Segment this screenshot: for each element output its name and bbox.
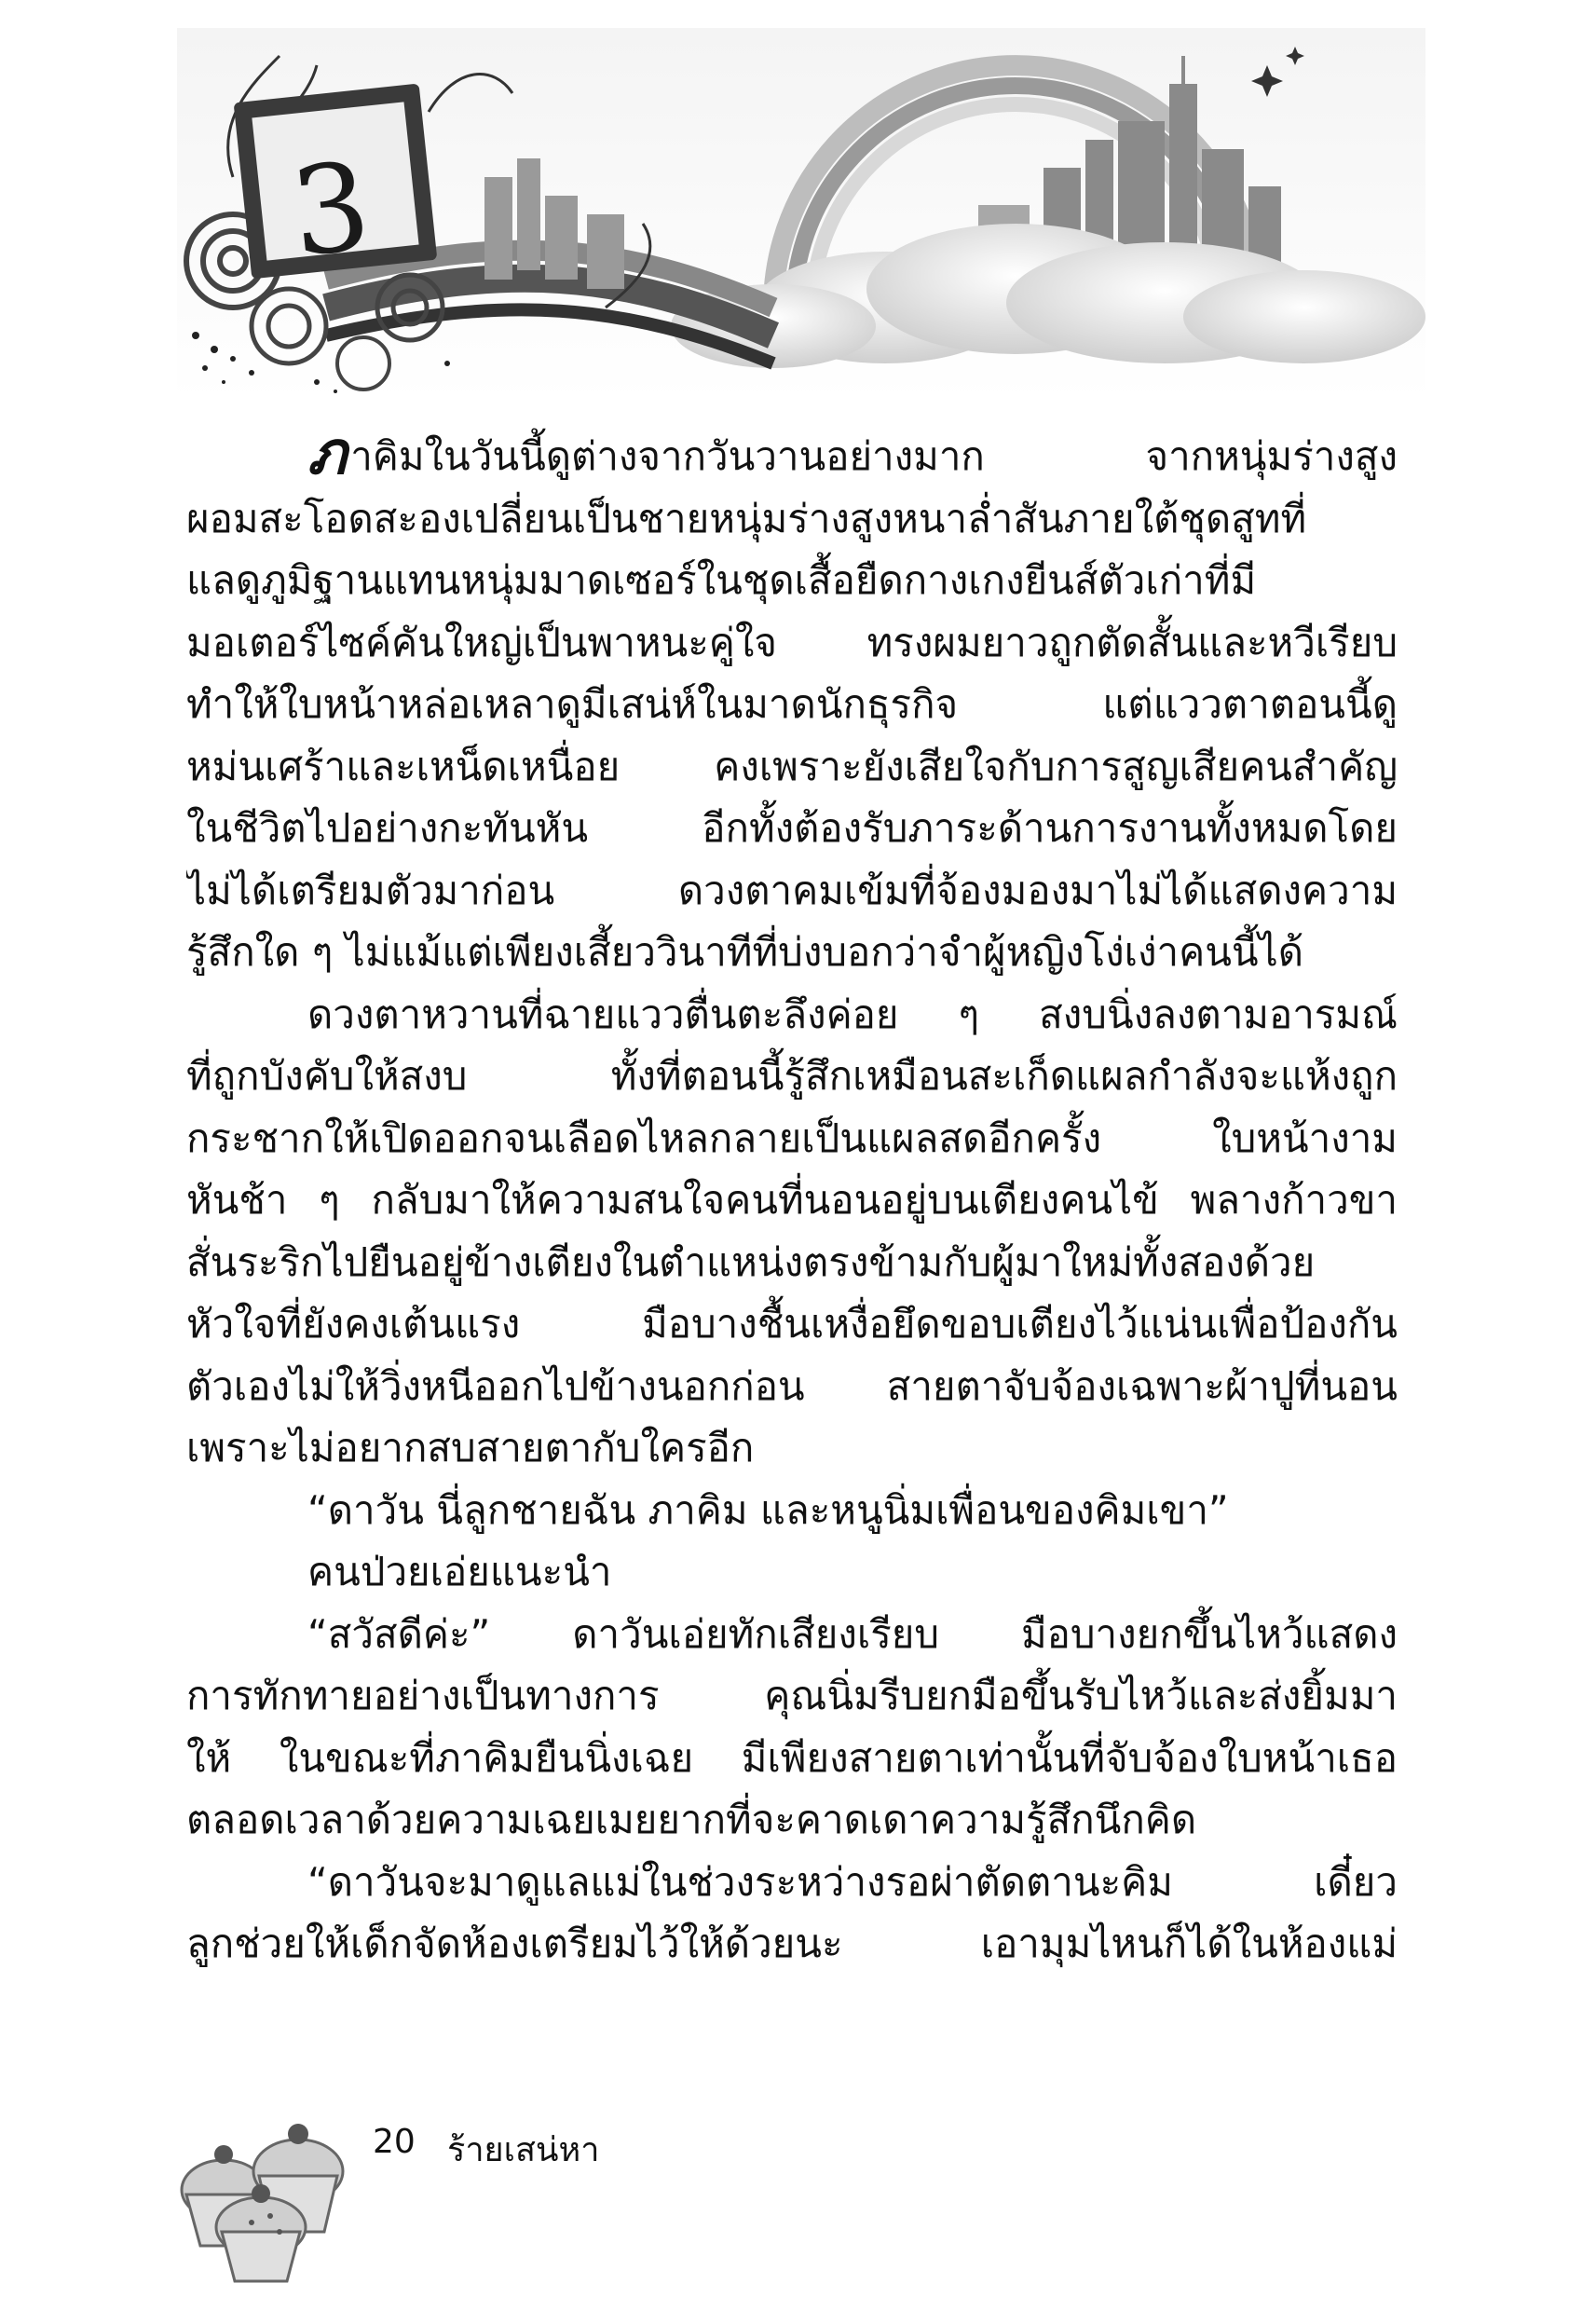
text-line: หันช้า ๆ กลับมาให้ความสนใจคนที่นอนอยู่บนเตียงคนไข้ พลางก้าวขา xyxy=(186,1177,1398,1223)
text-line: ตลอดเวลาด้วยความเฉยเมยยากที่จะคาดเดาความรู้สึกนึกคิด xyxy=(186,1797,1197,1842)
text-line: “สวัสดีค่ะ” ดาวันเอ่ยทักเสียงเรียบ มือบางยกขึ้นไหว้แสดง xyxy=(307,1610,1398,1657)
text-line: ผอมสะโอดสะองเปลี่ยนเป็นชายหนุ่มร่างสูงหนาล่ำสันภายใต้ชุดสูทที่ xyxy=(186,495,1307,541)
text-line: คนป่วยเอ่ยแนะนำ xyxy=(307,1549,612,1594)
page-number: 20 xyxy=(373,2123,416,2161)
chapter-body xyxy=(186,424,1398,1976)
text-line: สั่นระริกไปยืนอยู่ข้างเตียงในตำแหน่งตรงข้ามกับผู้มาใหม่ทั้งสองด้วย xyxy=(186,1238,1316,1285)
text-line: หม่นเศร้าและเหน็ดเหนื่อย คงเพราะยังเสียใจกับการสูญเสียคนสำคัญ xyxy=(186,743,1398,789)
text-line: การทักทายอย่างเป็นทางการ คุณนิ่มรีบยกมือขึ้นรับไหว้และส่งยิ้มมา xyxy=(186,1673,1398,1718)
text-line: ตัวเองไม่ให้วิ่งหนีออกไปข้างนอกก่อน สายตาจับจ้องเฉพาะผ้าปูที่นอน xyxy=(186,1362,1398,1409)
text-line: รู้สึกใด ๆ ไม่แม้แต่เพียงเสี้ยววินาทีที่บ่งบอกว่าจำผู้หญิงโง่เง่าคนนี้ได้ xyxy=(186,929,1304,975)
cupcake-icon xyxy=(168,2097,373,2283)
text-line: กระชากให้เปิดออกจนเลือดไหลกลายเป็นแผลสดอีกครั้ง ใบหน้างาม xyxy=(186,1114,1398,1161)
text-line: ทำให้ใบหน้าหล่อเหลาดูมีเสน่ห์ในมาดนักธุรกิจ แต่แววตาตอนนี้ดู xyxy=(186,681,1398,727)
text-line: เพราะไม่อยากสบสายตากับใครอีก xyxy=(186,1425,755,1470)
text-line: ไม่ได้เตรียมตัวมาก่อน ดวงตาคมเข้มที่จ้องมองมาไม่ได้แสดงความ xyxy=(186,867,1398,913)
page-footer xyxy=(168,2097,820,2283)
text-line: ลูกช่วยให้เด็กจัดห้องเตรียมไว้ให้ด้วยนะ เอามุมไหนก็ได้ในห้องแม่ xyxy=(186,1921,1398,1966)
text-line: ให้ ในขณะที่ภาคิมยืนนิ่งเฉย มีเพียงสายตาเท่านั้นที่จับจ้องใบหน้าเธอ xyxy=(186,1734,1398,1781)
paragraph xyxy=(186,1852,1398,1976)
book-title: ร้ายเสน่หา xyxy=(447,2131,600,2169)
paragraph: ภาคิมในวันนี้ดูต่างจากวันวานอย่างมาก จากหนุ่มร่างสูง ผอมสะโอดสะองเปลี่ยนเป็นชายหนุ่มร่างสูงหนาล่ำสันภายใต้ชุดสูทที่ แลดูภูมิฐานแทนหนุ่มมาดเซอร์ในชุดเสื้อยืดกางเกงยีนส์ตัวเก่าที่มี มอเตอร์ไซค์คันใหญ่เป็นพาหนะคู่ใจ ทรงผมยาวถูกตัดสั้นและหวีเรียบ ทำให้ใบหน้าหล่อเหลาดูมีเสน่ห์ในมาดนักธุรกิจ แต่แววตาตอนนี้ดู หม่นเศร้าและเหน็ดเหนื่อย คงเพราะยังเสียใจกับการสูญเสียคนสำคัญ ในชีวิตไปอย่างกะทันหัน อีกทั้งต้องรับภาระด้านการงานทั้งหมดโดย ไม่ได้เตรียมตัวมาก่อน ดวงตาคมเข้มที่จ้องมองมาไม่ได้แสดงความ รู้สึกใด ๆ ไม่แม้แต่เพียงเสี้ยววินาทีที่บ่งบอกว่าจำผู้หญิงโง่เง่าคนนี้ได้ xyxy=(186,424,1398,984)
text-line: แลดูภูมิฐานแทนหนุ่มมาดเซอร์ในชุดเสื้อยืดกางเกงยีนส์ตัวเก่าที่มี xyxy=(186,557,1257,603)
text-line: ดวงตาหวานที่ฉายแววตื่นตะลึงค่อย ๆ สงบนิ่งลงตามอารมณ์ xyxy=(307,991,1398,1037)
text-line: “ดาวันจะมาดูแลแม่ในช่วงระหว่างรอผ่าตัดตานะคิม เดี๋ยว xyxy=(307,1858,1398,1905)
text-line: “ดาวัน นี่ลูกชายฉัน ภาคิม และหนูนิ่มเพื่อนของคิมเขา” xyxy=(307,1486,1229,1533)
paragraph xyxy=(186,984,1398,1480)
text-line: มอเตอร์ไซค์คันใหญ่เป็นพาหนะคู่ใจ ทรงผมยาวถูกตัดสั้นและหวีเรียบ xyxy=(186,619,1398,665)
text-line: หัวใจที่ยังคงเต้นแรง มือบางชื้นเหงื่อยึดขอบเตียงไว้แน่นเพื่อป้องกัน xyxy=(186,1301,1398,1347)
chapter-number: 3 xyxy=(284,135,377,284)
drop-cap: ภ xyxy=(307,424,348,488)
paragraph xyxy=(186,1604,1398,1852)
paragraph-dialog xyxy=(186,1480,1398,1604)
text-line: ในชีวิตไปอย่างกะทันหัน อีกทั้งต้องรับภาระด้านการงานทั้งหมดโดย xyxy=(186,805,1398,851)
text-line: ที่ถูกบังคับให้สงบ ทั้งที่ตอนนี้รู้สึกเหมือนสะเก็ดแผลกำลังจะแห้งถูก xyxy=(186,1053,1398,1099)
